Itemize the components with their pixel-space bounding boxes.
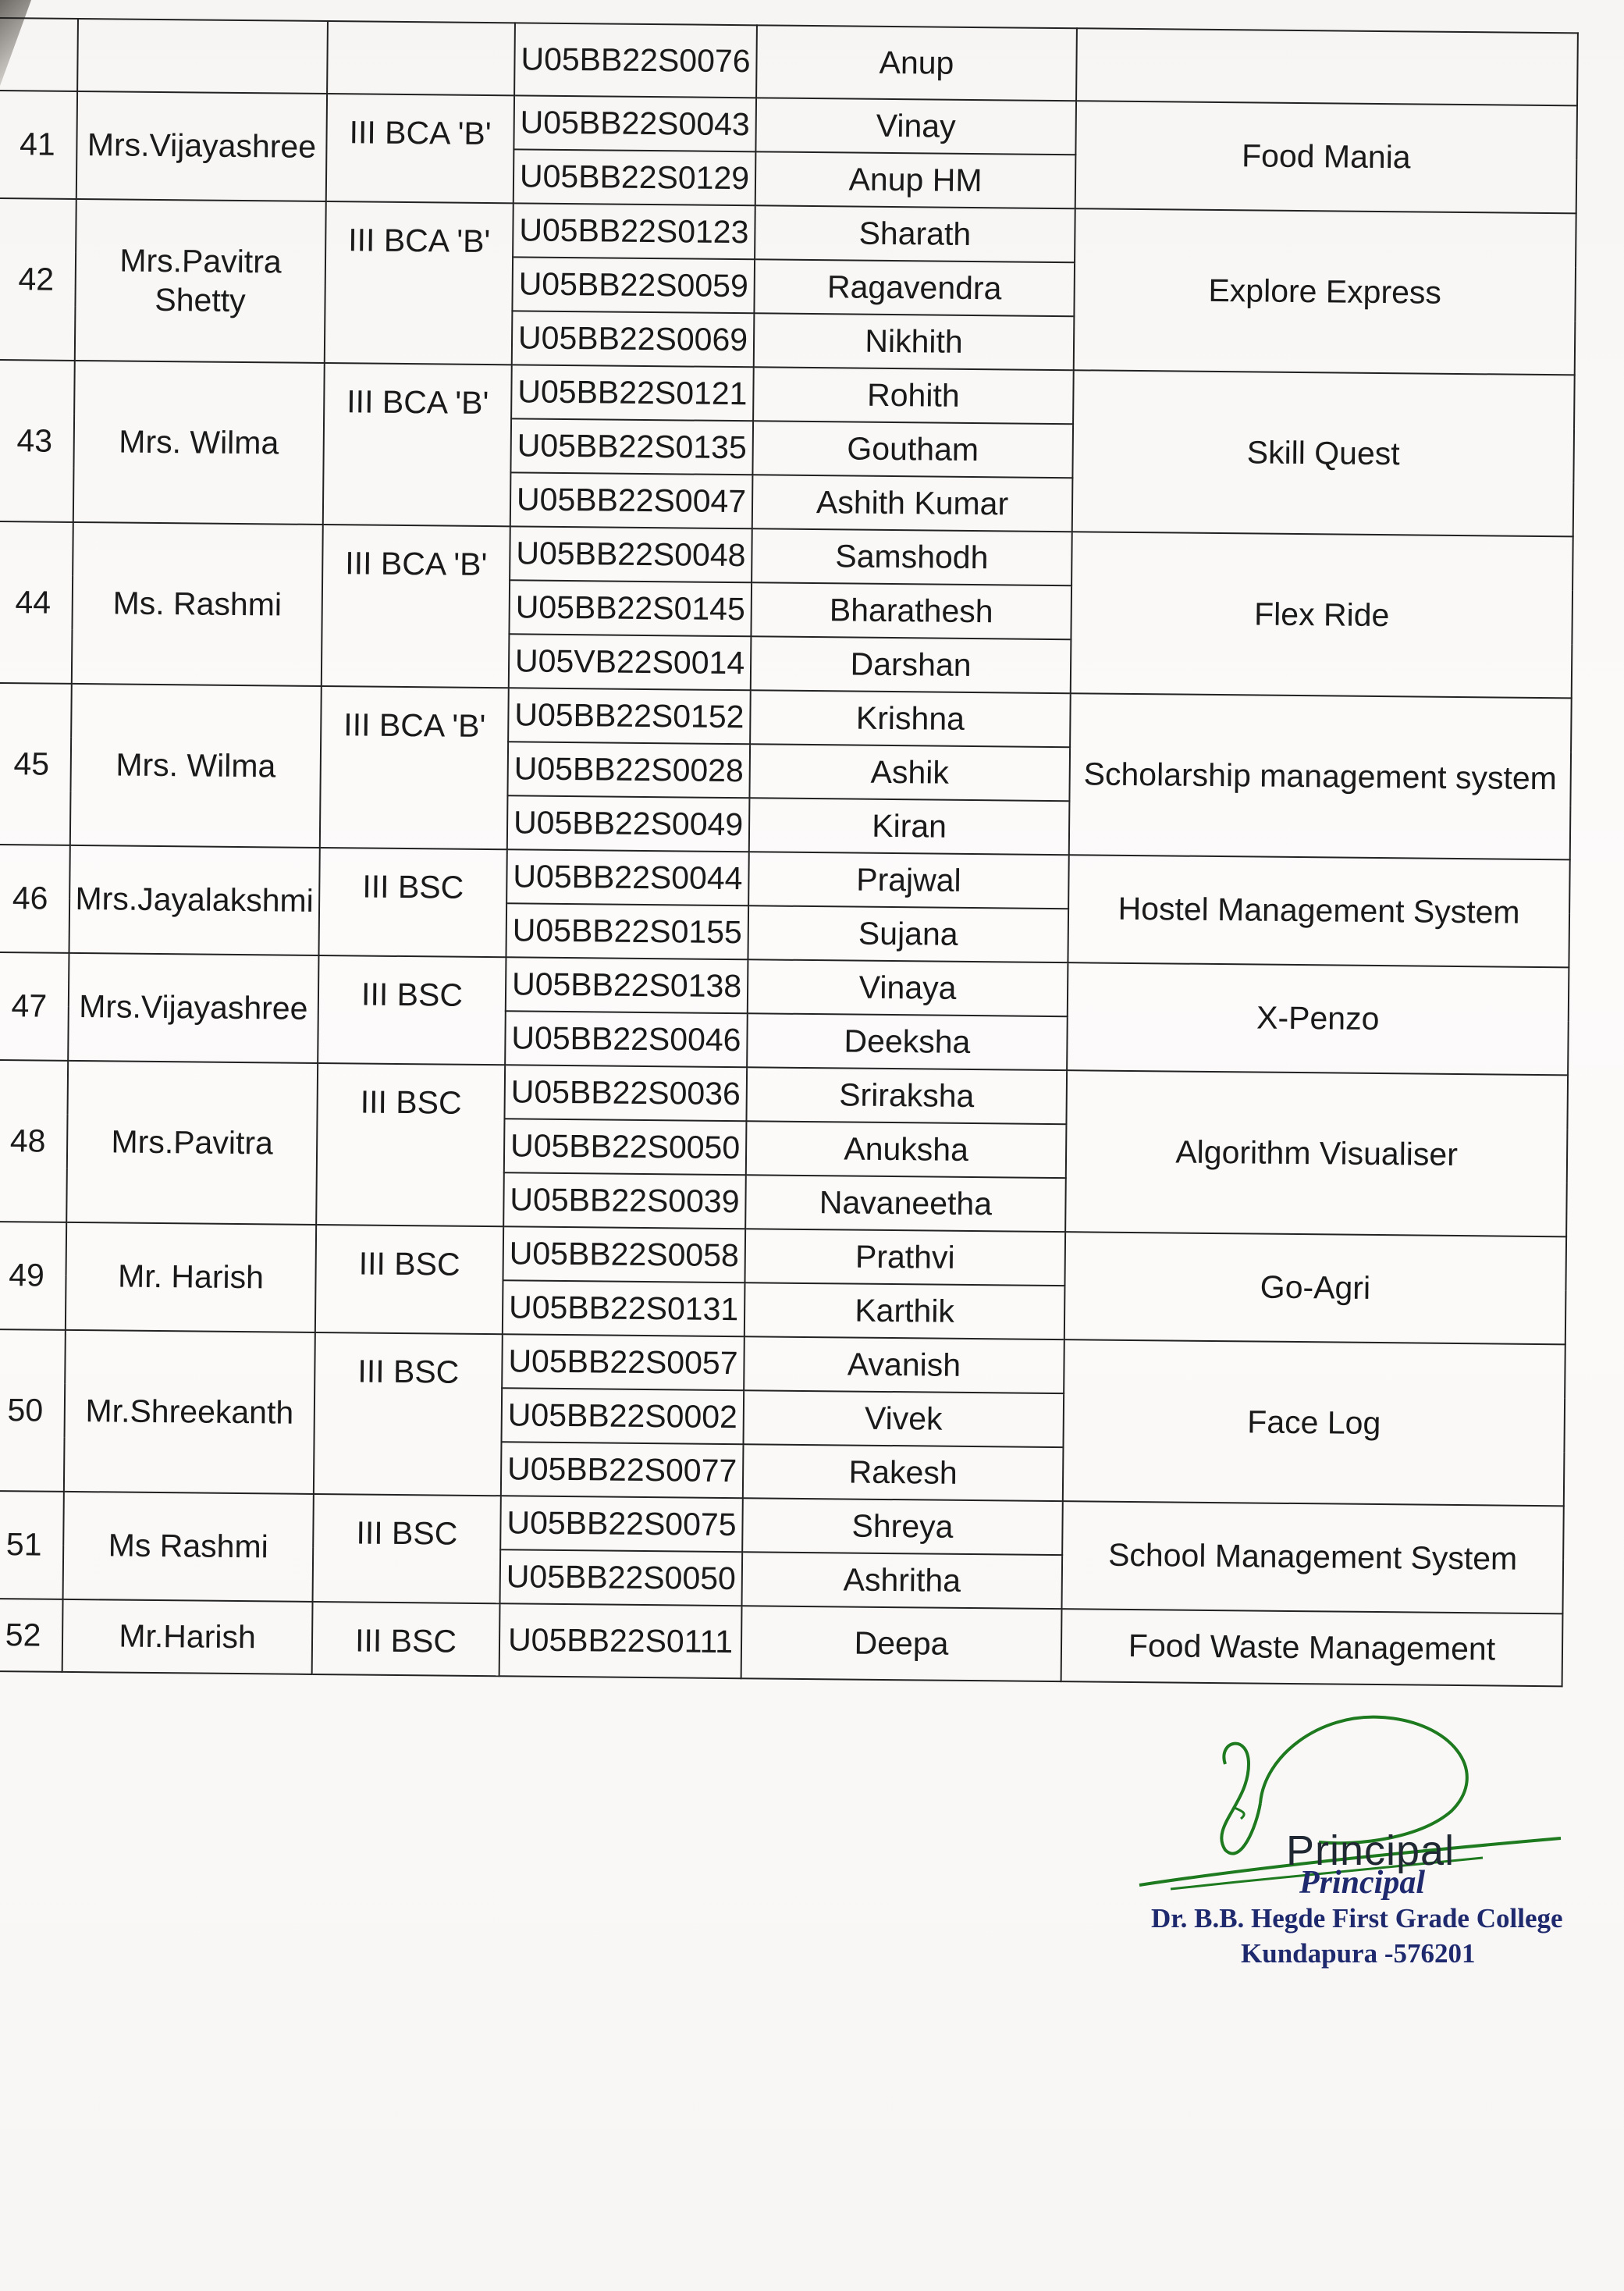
register-number-cell: U05BB22S0057 bbox=[502, 1334, 744, 1390]
serial-number-cell: 48 bbox=[0, 1060, 68, 1222]
project-title-cell: Face Log bbox=[1063, 1339, 1565, 1506]
serial-number-cell: 44 bbox=[0, 521, 73, 684]
guide-name-cell: Mrs. Wilma bbox=[70, 684, 322, 848]
student-name-cell: Deeksha bbox=[747, 1013, 1068, 1070]
register-number-cell: U05BB22S0138 bbox=[506, 957, 748, 1013]
student-name-cell: Sharath bbox=[755, 205, 1075, 262]
student-name-cell: Ashritha bbox=[742, 1552, 1063, 1609]
register-number-cell: U05BB22S0129 bbox=[513, 149, 756, 205]
student-name-cell: Goutham bbox=[752, 421, 1073, 478]
project-title-cell: Hostel Management System bbox=[1068, 855, 1569, 967]
class-cell: III BSC bbox=[312, 1602, 500, 1676]
student-name-cell: Anup bbox=[756, 25, 1077, 101]
class-cell: III BCA 'B' bbox=[326, 94, 514, 203]
register-number-cell: U05BB22S0059 bbox=[512, 257, 755, 313]
class-cell: III BSC bbox=[318, 848, 506, 957]
student-name-cell: Nikhith bbox=[754, 313, 1075, 370]
guide-name-cell: Ms Rashmi bbox=[63, 1492, 314, 1602]
student-name-cell: Darshan bbox=[751, 636, 1071, 693]
register-number-cell: U05BB22S0145 bbox=[509, 580, 752, 636]
register-number-cell: U05BB22S0028 bbox=[507, 742, 750, 798]
register-number-cell: U05BB22S0044 bbox=[506, 849, 749, 905]
project-title-cell: Flex Ride bbox=[1071, 532, 1573, 698]
register-number-cell: U05BB22S0050 bbox=[504, 1119, 747, 1175]
register-number-cell: U05BB22S0076 bbox=[514, 23, 757, 98]
guide-name-cell: Mrs. Wilma bbox=[73, 361, 325, 525]
class-cell: III BCA 'B' bbox=[323, 363, 512, 526]
guide-name-cell: Mrs.Pavitra bbox=[66, 1061, 318, 1225]
guide-name-cell: Mrs.Pavitra Shetty bbox=[75, 199, 326, 363]
serial-number-cell: 50 bbox=[0, 1329, 66, 1492]
register-number-cell: U05BB22S0152 bbox=[508, 688, 751, 744]
student-name-cell: Anup HM bbox=[755, 151, 1076, 208]
guide-name-cell: Mrs.Vijayashree bbox=[68, 953, 318, 1063]
project-title-cell: School Management System bbox=[1061, 1501, 1563, 1613]
register-number-cell: U05BB22S0135 bbox=[510, 418, 753, 475]
project-title-cell: Algorithm Visualiser bbox=[1065, 1070, 1568, 1236]
student-name-cell: Prathvi bbox=[744, 1229, 1065, 1286]
serial-number-cell: 52 bbox=[0, 1599, 63, 1672]
register-number-cell: U05BB22S0048 bbox=[510, 526, 752, 582]
college-name: Dr. B.B. Hegde First Grade College bbox=[1151, 1903, 1563, 1933]
register-number-cell: U05BB22S0047 bbox=[510, 472, 753, 528]
principal-signature-block bbox=[1124, 1709, 1623, 1983]
student-name-cell: Rakesh bbox=[743, 1444, 1064, 1501]
student-name-cell: Ragavendra bbox=[754, 259, 1075, 316]
serial-number-cell: 43 bbox=[0, 360, 75, 522]
serial-number-cell: 49 bbox=[0, 1222, 66, 1330]
student-name-cell: Anuksha bbox=[746, 1121, 1067, 1178]
class-cell: III BCA 'B' bbox=[320, 686, 509, 849]
class-cell: III BSC bbox=[313, 1494, 501, 1603]
register-number-cell: U05BB22S0036 bbox=[504, 1065, 747, 1121]
serial-number-cell: 51 bbox=[0, 1491, 64, 1599]
register-number-cell: U05BB22S0111 bbox=[499, 1603, 742, 1678]
class-cell bbox=[327, 21, 515, 95]
student-name-cell: Ashith Kumar bbox=[752, 475, 1073, 532]
guide-name-cell: Mr.Harish bbox=[62, 1599, 313, 1674]
class-cell: III BCA 'B' bbox=[322, 525, 510, 688]
class-cell: III BSC bbox=[314, 1332, 503, 1496]
student-name-cell: Prajwal bbox=[748, 852, 1069, 909]
register-number-cell: U05BB22S0046 bbox=[505, 1011, 748, 1067]
serial-number-cell bbox=[0, 18, 78, 91]
register-number-cell: U05BB22S0050 bbox=[500, 1549, 743, 1606]
college-place: Kundapura -576201 bbox=[1241, 1938, 1476, 1969]
register-number-cell: U05BB22S0043 bbox=[513, 95, 756, 151]
project-title-cell: Food Mania bbox=[1075, 101, 1577, 213]
class-cell: III BSC bbox=[315, 1225, 503, 1334]
project-title-cell: Explore Express bbox=[1074, 208, 1576, 375]
register-number-cell: U05BB22S0077 bbox=[501, 1442, 744, 1498]
student-name-cell: Samshodh bbox=[752, 528, 1072, 585]
serial-number-cell: 45 bbox=[0, 683, 72, 845]
project-title-cell bbox=[1076, 28, 1578, 105]
register-number-cell: U05BB22S0075 bbox=[500, 1496, 743, 1552]
class-cell: III BSC bbox=[316, 1063, 505, 1226]
guide-name-cell bbox=[77, 19, 328, 94]
student-name-cell: Krishna bbox=[750, 690, 1071, 747]
serial-number-cell: 47 bbox=[0, 952, 69, 1061]
principal-handwritten: Principal bbox=[1286, 1827, 1455, 1874]
register-number-cell: U05BB22S0058 bbox=[503, 1226, 745, 1282]
guide-name-cell: Ms. Rashmi bbox=[72, 522, 323, 686]
student-name-cell: Sujana bbox=[748, 905, 1068, 962]
student-name-cell: Kiran bbox=[749, 798, 1070, 855]
principal-stamp-title: Principal bbox=[1299, 1865, 1426, 1901]
register-number-cell: U05VB22S0014 bbox=[509, 634, 752, 690]
register-number-cell: U05BB22S0131 bbox=[503, 1280, 745, 1336]
student-name-cell: Vinaya bbox=[748, 959, 1068, 1016]
project-allocation-table bbox=[0, 17, 1579, 1687]
project-title-cell: X-Penzo bbox=[1067, 962, 1569, 1075]
guide-name-cell: Mrs.Jayalakshmi bbox=[69, 845, 319, 955]
student-name-cell: Deepa bbox=[741, 1606, 1062, 1681]
student-name-cell: Ashik bbox=[749, 744, 1070, 801]
student-name-cell: Shreya bbox=[742, 1498, 1063, 1555]
register-number-cell: U05BB22S0002 bbox=[502, 1388, 744, 1444]
guide-name-cell: Mr.Shreekanth bbox=[64, 1330, 315, 1494]
student-name-cell: Avanish bbox=[744, 1336, 1064, 1393]
register-number-cell: U05BB22S0123 bbox=[513, 203, 755, 259]
project-title-cell: Skill Quest bbox=[1072, 370, 1575, 536]
student-name-cell: Vivek bbox=[743, 1390, 1064, 1447]
project-title-cell: Go-Agri bbox=[1064, 1232, 1566, 1344]
guide-name-cell: Mrs.Vijayashree bbox=[76, 91, 327, 201]
student-name-cell: Rohith bbox=[753, 367, 1074, 424]
table-row bbox=[0, 1599, 1562, 1686]
student-name-cell: Karthik bbox=[744, 1282, 1065, 1339]
serial-number-cell: 41 bbox=[0, 91, 77, 199]
register-number-cell: U05BB22S0155 bbox=[506, 903, 748, 959]
class-cell: III BCA 'B' bbox=[325, 201, 513, 365]
guide-name-cell: Mr. Harish bbox=[66, 1222, 316, 1332]
serial-number-cell: 46 bbox=[0, 845, 70, 953]
student-name-cell: Sriraksha bbox=[746, 1067, 1067, 1124]
student-name-cell: Vinay bbox=[755, 98, 1076, 155]
project-title-cell: Scholarship management system bbox=[1069, 693, 1572, 859]
serial-number-cell: 42 bbox=[0, 198, 76, 361]
register-number-cell: U05BB22S0069 bbox=[512, 311, 755, 367]
register-number-cell: U05BB22S0121 bbox=[511, 365, 754, 421]
student-name-cell: Navaneetha bbox=[745, 1175, 1066, 1232]
register-number-cell: U05BB22S0039 bbox=[503, 1172, 746, 1229]
class-cell: III BSC bbox=[318, 955, 506, 1065]
register-number-cell: U05BB22S0049 bbox=[507, 795, 750, 852]
student-name-cell: Bharathesh bbox=[751, 582, 1071, 639]
project-title-cell: Food Waste Management bbox=[1061, 1609, 1563, 1686]
